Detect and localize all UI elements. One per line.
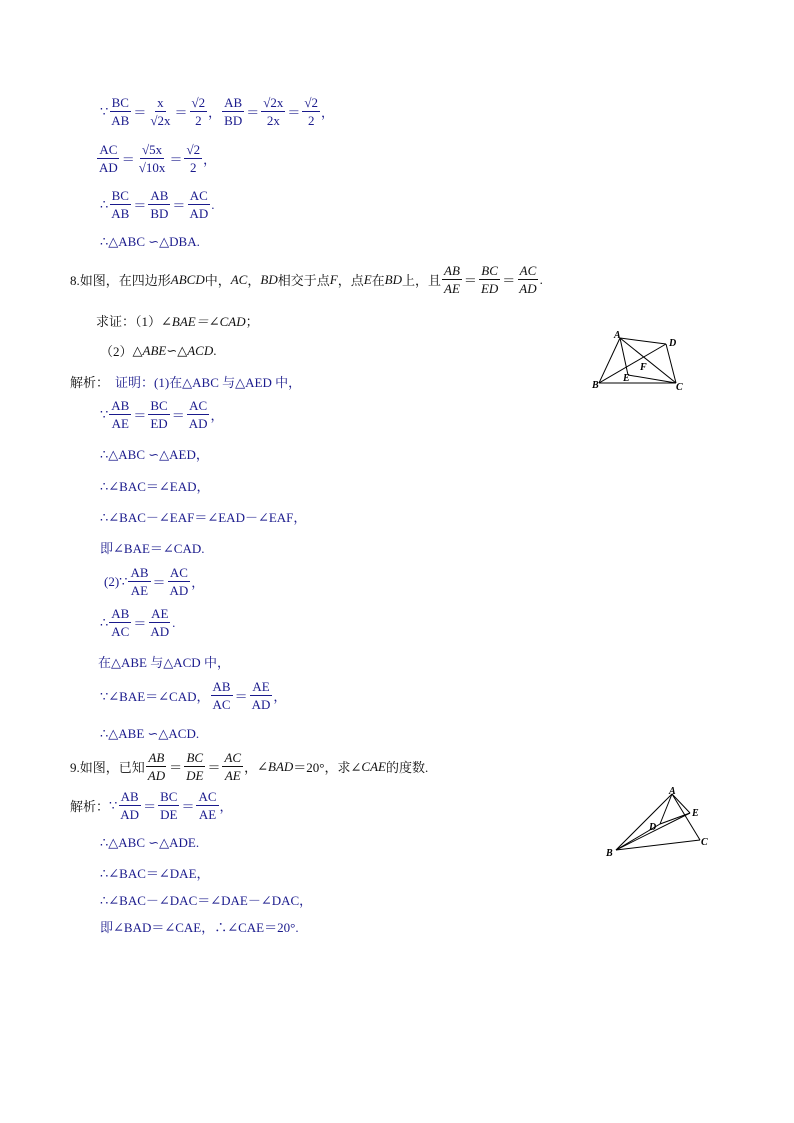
point-label-c: C: [701, 837, 708, 848]
fraction: $\frac{√2x}{2x}$: [263, 95, 284, 128]
fraction: $\frac{AE}{AD}$: [150, 606, 170, 639]
q8-solution-line-8: ∴ $\frac{AB}{AC}$ ＝ $\frac{AE}{AD}$ .: [100, 606, 176, 639]
fraction: $\frac{AB}{AC}$: [111, 606, 130, 639]
fraction: $\frac{AB}{BD}$: [150, 188, 169, 221]
fraction: $\frac{AB}{AE}$: [111, 398, 130, 431]
fraction: $\frac{AC}{AD}$: [189, 188, 209, 221]
fraction: $\frac{BC}{ED}$: [480, 263, 499, 296]
q8-solution-line-7: (2)∵ $\frac{AB}{AE}$ ＝ $\frac{AC}{AD}$ ，: [104, 565, 205, 598]
q8-solution-line-1: 解析： 证明：(1)在△ABC 与△AED 中，: [70, 372, 301, 391]
solution-label: 解析：: [70, 375, 110, 390]
q8-solution-line-4: ∴∠BAC＝∠EAD，: [100, 479, 210, 494]
q8-solution-line-2: ∵ $\frac{AB}{AE}$ ＝ $\frac{BC}{ED}$ ＝ $\frac{AC}{AD}$ ，: [100, 398, 224, 431]
point-label-a: A: [614, 330, 621, 341]
point-label-e: E: [623, 373, 630, 384]
point-label-e: E: [692, 808, 699, 819]
top-line-3: ∴ $\frac{BC}{AB}$ ＝ $\frac{AB}{BD}$ ＝ $\frac{AC}{AD}$ .: [100, 188, 215, 221]
fraction: $\frac{x}{√2x}$: [150, 95, 171, 128]
fraction: $\frac{AC}{AD}$: [99, 142, 118, 175]
fraction: $\frac{BC}{DE}$: [186, 750, 204, 783]
q9-geometry-figure: [604, 782, 716, 862]
fraction: $\frac{BC}{DE}$: [160, 789, 178, 822]
point-label-c: C: [676, 382, 683, 393]
point-label-b: B: [606, 848, 613, 859]
fraction: $\frac{√2}{2}$: [304, 95, 319, 128]
q9-solution-line-1: 解析： ∵ $\frac{AB}{AD}$ ＝ $\frac{BC}{DE}$ ＝ $\frac{AC}{AE}$ ，: [70, 789, 233, 822]
fraction: $\frac{AB}{AD}$: [147, 750, 166, 783]
fraction: $\frac{AB}{AE}$: [444, 263, 460, 296]
fraction: $\frac{√2}{2}$: [186, 142, 201, 175]
q8-solution-line-6: 即∠BAE＝∠CAD.: [100, 541, 205, 556]
fraction: $\frac{BC}{ED}$: [150, 398, 168, 431]
because-symbol: ∵: [100, 103, 109, 119]
point-label-d: D: [669, 338, 677, 349]
fraction: $\frac{AC}{AE}$: [224, 750, 242, 783]
fraction: $\frac{AB}{BD}$: [224, 95, 243, 128]
fraction: $\frac{AC}{AE}$: [198, 789, 217, 822]
q8-solution-line-11: ∴△ABE ∽△ACD.: [100, 726, 200, 741]
fraction: $\frac{√5x}{√10x}$: [138, 142, 166, 175]
q8-stem: 8.如图，在四边形 ABCD 中， AC ， BD 相交于点 F ，点 E 在 BD 上，且 $\frac{AB}{AE}$ ＝ $\frac{BC}{ED}$ ＝ $\frac{AC}{AD}$ .: [70, 263, 543, 296]
solution-label: 解析：: [70, 799, 110, 814]
fraction: $\frac{BC}{AB}$: [111, 95, 130, 128]
fraction: $\frac{BC}{AB}$: [111, 188, 130, 221]
q8-solution-line-5: ∴∠BAC－∠EAF＝∠EAD－∠EAF，: [100, 510, 307, 525]
top-line-1: ∵ $\frac{BC}{AB}$ ＝ $\frac{x}{√2x}$ ＝ $\frac{√2}{2}$ ， $\frac{AB}{BD}$ ＝ $\frac{√2x}{2x}$ ＝ $\frac{√2}{2}$ ，: [100, 95, 335, 128]
fraction: $\frac{AC}{AD}$: [519, 263, 537, 296]
fraction: $\frac{AB}{AD}$: [120, 789, 140, 822]
fraction: $\frac{AB}{AC}$: [212, 679, 231, 712]
fraction: $\frac{AC}{AD}$: [188, 398, 208, 431]
point-label-d: D: [649, 822, 657, 833]
q8-prove-2: （2） △ABE∽△ACD .: [100, 342, 217, 359]
q8-prove-1: 求证：（1） ∠BAE＝∠CAD ；: [96, 314, 259, 329]
top-line-2: $\frac{AC}{AD}$ ＝ $\frac{√5x}{√10x}$ ＝ $\frac{√2}{2}$ ，: [99, 142, 217, 175]
point-label-f: F: [640, 362, 647, 373]
q9-solution-line-4: ∴∠BAC－∠DAC＝∠DAE－∠DAC，: [100, 893, 313, 908]
point-label-a: A: [669, 786, 676, 797]
fraction: $\frac{√2}{2}$: [191, 95, 206, 128]
q8-solution-line-3: ∴△ABC ∽△AED，: [100, 447, 209, 462]
fraction: $\frac{AE}{AD}$: [251, 679, 271, 712]
q9-solution-line-2: ∴△ABC ∽△ADE.: [100, 835, 200, 850]
q8-solution-line-9: 在△ABE 与△ACD 中，: [98, 655, 230, 670]
fraction: $\frac{AC}{AD}$: [169, 565, 189, 598]
q9-stem: 9.如图，已知 $\frac{AB}{AD}$ ＝ $\frac{BC}{DE}$ ＝ $\frac{AC}{AE}$ ， ∠BAD ＝20° ，求∠ CAE 的度数.: [70, 750, 429, 783]
top-line-4: ∴△ABC ∽△DBA.: [100, 234, 200, 249]
point-label-b: B: [592, 380, 599, 391]
q9-solution-line-5: 即∠BAD＝∠CAE，∴∠CAE＝20°.: [100, 920, 299, 935]
fraction: $\frac{AB}{AE}$: [130, 565, 149, 598]
q8-geometry-figure: [590, 330, 690, 394]
q9-solution-line-3: ∴∠BAC＝∠DAE，: [100, 866, 210, 881]
q8-solution-line-10: ∵∠BAE＝∠CAD， $\frac{AB}{AC}$ ＝ $\frac{AE}{AD}$ ，: [100, 679, 287, 712]
